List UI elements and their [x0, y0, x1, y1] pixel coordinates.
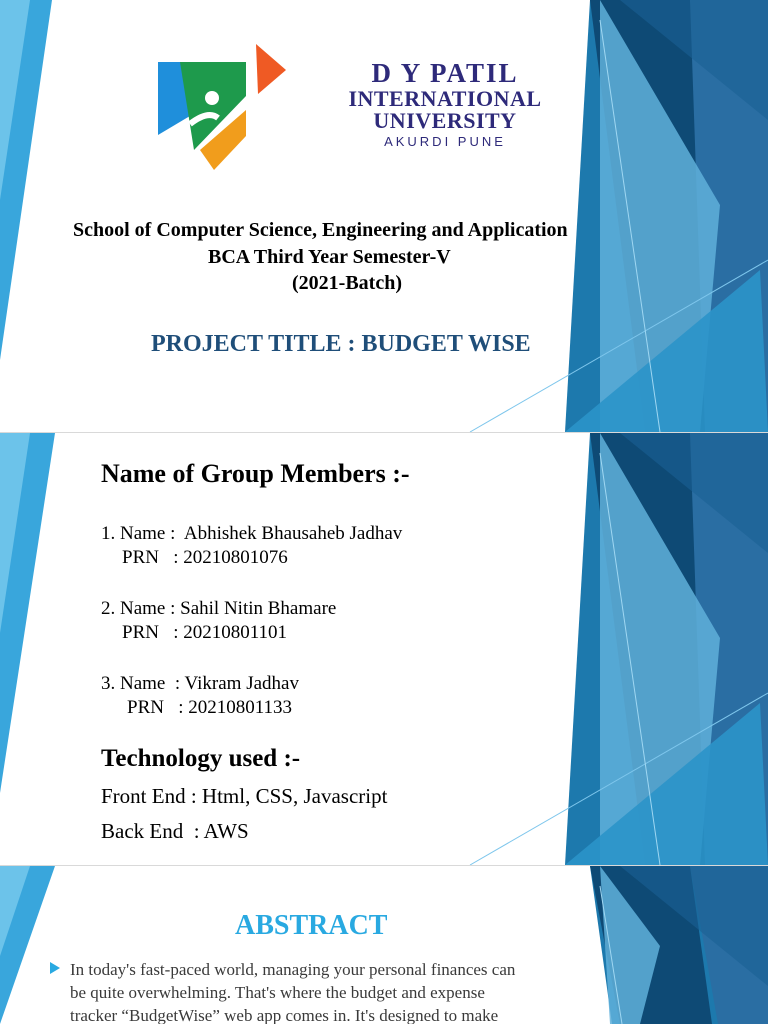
members-heading: Name of Group Members :-	[101, 459, 410, 488]
members-slide	[0, 433, 768, 865]
abstract-line-3: tracker “BudgetWise” web app comes in. It's designed to make	[70, 1006, 499, 1024]
abstract-line-2: be quite overwhelming. That's where the budget and expense	[70, 983, 485, 1002]
abstract-slide	[0, 866, 768, 1024]
university-logo-icon	[150, 40, 290, 175]
member-2-prn: PRN : 20210801101	[122, 622, 288, 643]
member-1-name: 1. Name : Abhishek Bhausaheb Jadhav	[101, 523, 403, 544]
title-slide	[0, 0, 768, 432]
abstract-line-1: In today's fast-paced world, managing your personal finances can	[70, 960, 516, 979]
back-end-text: Back End : AWS	[101, 819, 249, 843]
member-1-prn: PRN : 20210801076	[122, 547, 288, 568]
project-title: PROJECT TITLE : BUDGET WISE	[151, 331, 531, 357]
member-3-prn: PRN : 20210801133	[127, 697, 293, 718]
technology-heading: Technology used :-	[101, 745, 301, 772]
bullet-arrow-icon	[49, 962, 61, 974]
university-location: AKURDI PUNE	[384, 134, 506, 149]
member-3-name: 3. Name : Vikram Jadhav	[101, 673, 299, 694]
school-name: School of Computer Science, Engineering and Application	[73, 219, 568, 241]
university-name-line1: D Y PATIL	[371, 58, 519, 88]
member-2-name: 2. Name : Sahil Nitin Bhamare	[101, 598, 337, 619]
program-name: BCA Third Year Semester-V	[208, 246, 451, 268]
university-name-line2: INTERNATIONAL	[348, 86, 542, 111]
abstract-heading: ABSTRACT	[235, 910, 388, 941]
batch-label: (2021-Batch)	[292, 272, 402, 294]
front-end-text: Front End : Html, CSS, Javascript	[101, 784, 388, 808]
university-name-line3: UNIVERSITY	[373, 108, 517, 133]
